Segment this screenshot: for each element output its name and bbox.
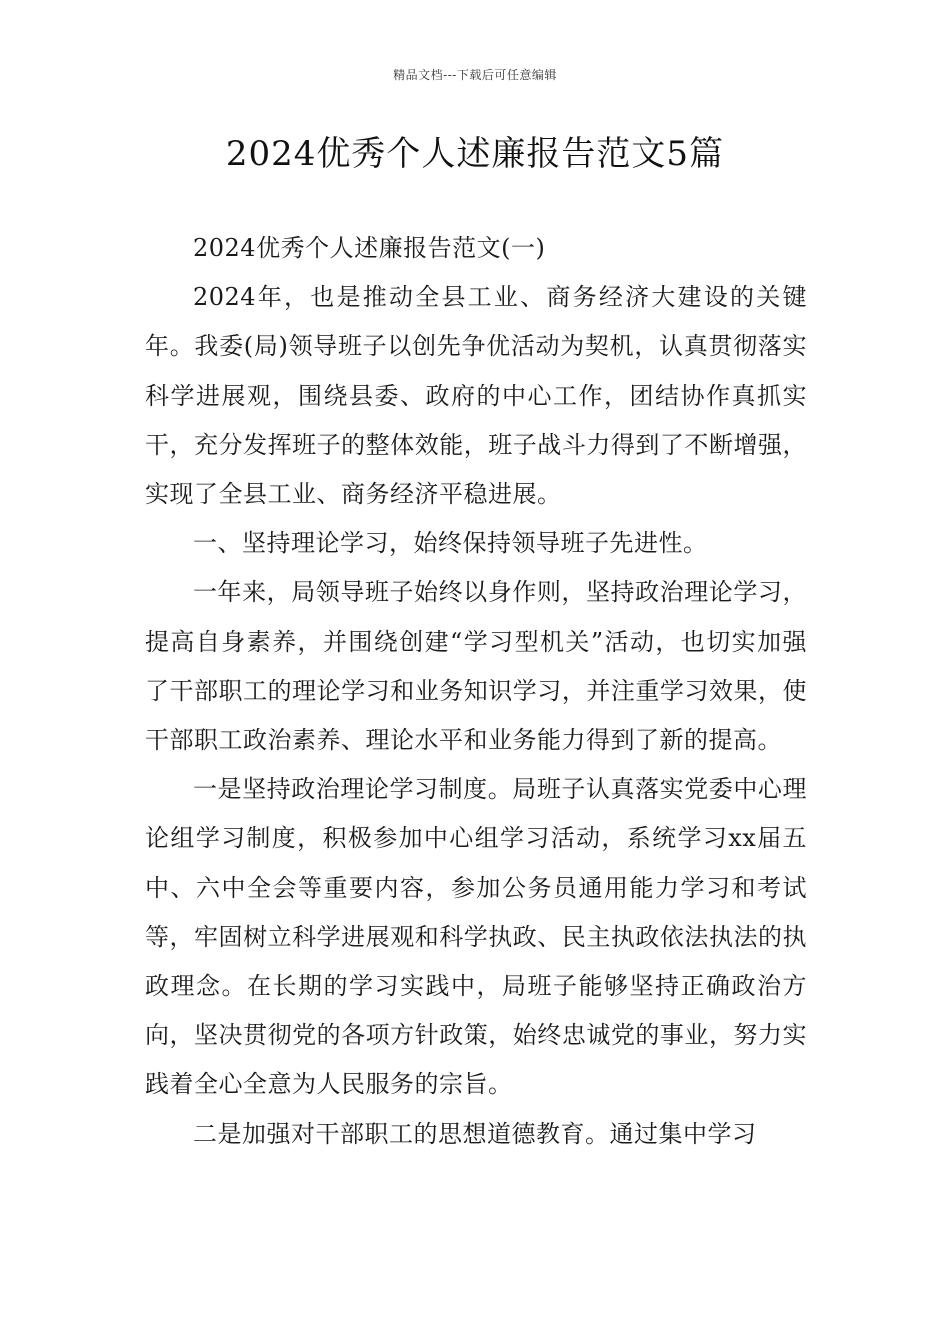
section-heading: 2024优秀个人述廉报告范文(一) (193, 234, 546, 262)
section-heading: 一、坚持理论学习，始终保持领导班子先进性。 (193, 529, 708, 558)
paragraph: 二是加强对干部职工的思想道德教育。通过集中学习 (193, 1119, 757, 1148)
document-body (145, 224, 807, 1159)
paragraph: 2024年，也是推动全县工业、商务经济大建设的关键年。我委(局)领导班子以创先争优活动为契机，认真贯彻落实科学进展观，围绕县委、政府的中心工作，团结协作真抓实干，充分发挥班子的整体效能，班子战斗力得到了不断增强，实现了全县工业、商务经济平稳进展。 (145, 283, 807, 509)
paragraph: 一是坚持政治理论学习制度。局班子认真落实党委中心理论组学习制度，积极参加中心组学习活动，系统学习xx届五中、六中全会等重要内容，参加公务员通用能力学习和考试等，牢固树立科学进展观和科学执政、民主执政依法执法的执政理念。在长期的学习实践中，局班子能够坚持正确政治方向，坚决贯彻党的各项方针政策，始终忠诚党的事业，努力实践着全心全意为人民服务的宗旨。 (145, 775, 807, 1099)
document-title: 2024优秀个人述廉报告范文5篇 (225, 134, 725, 174)
header-note: 精品文档---下载后可任意编辑 (393, 68, 557, 82)
paragraph: 一年来，局领导班子始终以身作则，坚持政治理论学习，提高自身素养，并围绕创建“学习型机关”活动，也切实加强了干部职工的理论学习和业务知识学习，并注重学习效果，使干部职工政治素养、理论水平和业务能力得到了新的提高。 (145, 578, 807, 755)
